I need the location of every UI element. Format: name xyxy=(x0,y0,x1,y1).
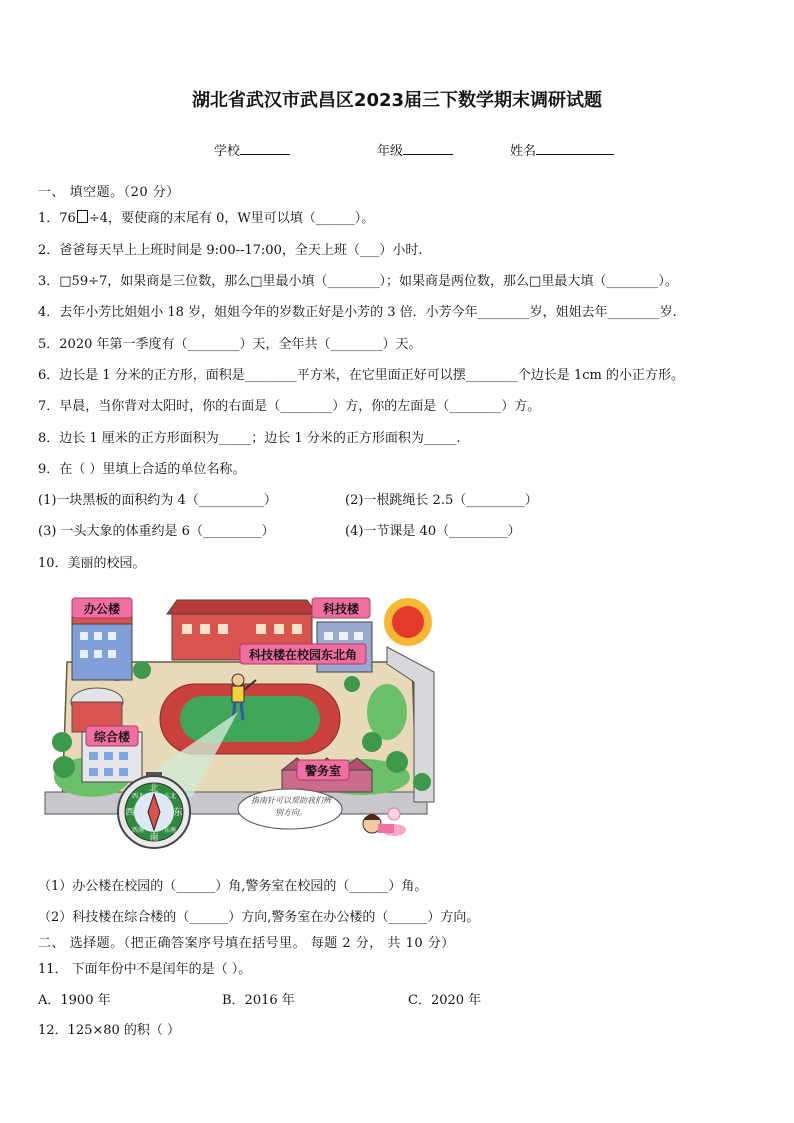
blank-square-icon xyxy=(77,210,88,223)
question-11-option-b: B．2016 年 xyxy=(222,993,295,1008)
football-field xyxy=(180,696,320,742)
school-field[interactable] xyxy=(214,140,290,159)
question-7: 7．早晨，当你背对太阳时，你的右面是（________）方，你的左面是（________）方。 xyxy=(38,399,541,414)
question-9-item-3: (3) 一头大象的体重约是 6（_________） xyxy=(38,524,275,539)
question-5: 5．2020 年第一季度有（________）天，全年共（________）天。 xyxy=(38,337,422,352)
question-11: 11． 下面年份中不是闰年的是（ ）。 xyxy=(38,962,252,977)
compass-north: 北 xyxy=(149,784,159,794)
question-1: 1．76 ÷4，要使商的末尾有 0，W里可以填（______）。 xyxy=(38,211,375,226)
question-9: 9．在（ ）里填上合适的单位名称。 xyxy=(38,462,246,477)
sun-icon xyxy=(384,598,432,646)
compass-northwest: 西北 xyxy=(131,793,145,800)
question-9-item-1: (1)一块黑板的面积约为 4（__________） xyxy=(38,493,277,508)
question-6: 6．边长是 1 分米的正方形，面积是________平方米，在它里面正好可以摆________个边长是 1cm 的小正方形。 xyxy=(38,368,684,383)
grade-label: 年级 xyxy=(377,144,404,159)
question-10-part-1: （1）办公楼在校园的（______）角,警务室在校园的（______）角。 xyxy=(38,879,428,894)
grade-field[interactable] xyxy=(377,140,453,159)
question-3: 3．□59÷7，如果商是三位数，那么□里最小填（________）；如果商是两位数，那么□里最大填（________）。 xyxy=(38,274,678,289)
compass-southwest: 西南 xyxy=(131,827,145,834)
question-11-option-c: C．2020 年 xyxy=(408,993,482,1008)
police-label: 警务室 xyxy=(304,764,342,778)
speech-text: 指南针可以帮助我们辨别方向。 xyxy=(251,796,331,817)
question-8: 8．边长 1 厘米的正方形面积为_____；边长 1 分米的正方形面积为_____. xyxy=(38,431,461,446)
compass-southeast: 东南 xyxy=(163,827,177,834)
compass-west: 西 xyxy=(125,808,135,818)
question-4: 4．去年小芳比姐姐小 18 岁，姐姐今年的岁数正好是小芳的 3 倍．小芳今年________岁，姐姐去年________岁. xyxy=(38,305,677,320)
campus-map-illustration xyxy=(42,592,442,862)
question-9-item-2: (2)一根跳绳长 2.5（_________） xyxy=(345,493,538,508)
office-label: 办公楼 xyxy=(83,602,121,616)
compass-northeast: 东北 xyxy=(163,793,177,800)
section-1-heading: 一、 填空题。（20 分） xyxy=(38,185,180,200)
section-2-heading: 二、 选择题。（把正确答案序号填在括号里。 每题 2 分， 共 10 分） xyxy=(38,936,455,951)
question-10-part-2: （2）科技楼在综合楼的（______）方向,警务室在办公楼的（______）方向。 xyxy=(38,910,480,925)
page-title: 湖北省武汉市武昌区2023届三下数学期末调研试题 xyxy=(191,90,603,111)
name-label: 姓名 xyxy=(510,144,537,159)
callout-label: 科技楼在校园东北角 xyxy=(248,648,358,662)
question-10: 10．美丽的校园。 xyxy=(38,556,146,571)
complex-label: 综合楼 xyxy=(93,730,131,744)
name-field[interactable] xyxy=(510,140,614,159)
question-2: 2．爸爸每天早上上班时间是 9:00--17:00，全天上班（___）小时. xyxy=(38,243,423,258)
question-12: 12．125×80 的积（ ） xyxy=(38,1023,181,1038)
compass-south: 南 xyxy=(149,833,159,843)
school-label: 学校 xyxy=(214,144,241,159)
question-9-item-4: (4)一节课是 40（_________） xyxy=(345,524,521,539)
tech-label: 科技楼 xyxy=(322,602,360,616)
question-11-option-a: A．1900 年 xyxy=(38,993,111,1008)
grass-patch xyxy=(367,684,407,740)
compass-east: 东 xyxy=(173,808,183,818)
